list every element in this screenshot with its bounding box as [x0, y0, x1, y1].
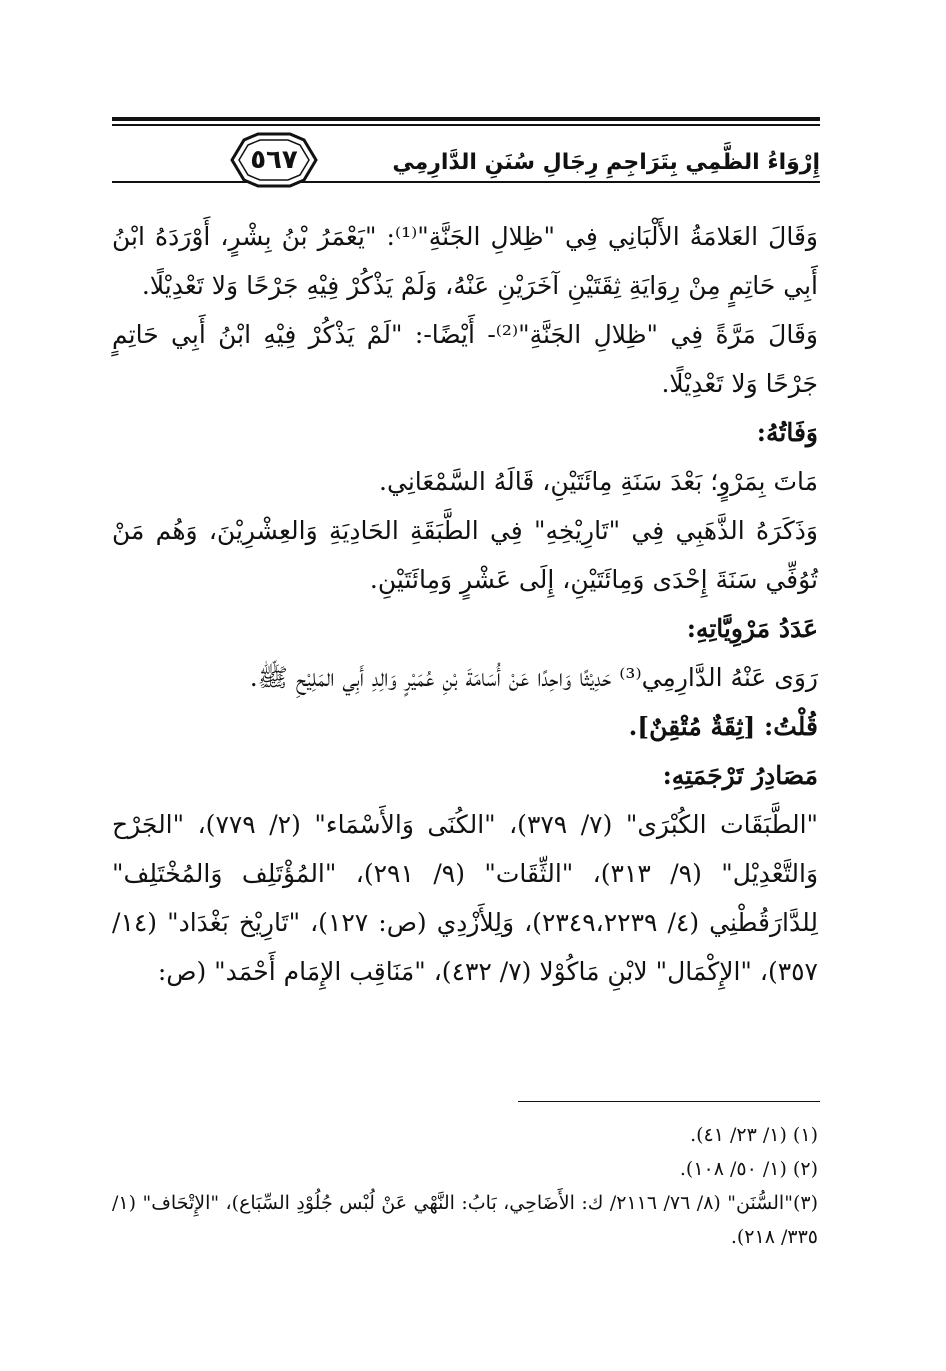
verdict-line	[112, 702, 818, 751]
footnote-divider	[518, 1101, 820, 1102]
paragraph-death-sam-ani: مَاتَ بِمَرْوٍ؛ بَعْدَ سَنَةِ مِائَتَيْنِ، قَالَهُ السَّمْعَانِي.	[379, 467, 818, 496]
running-header-title: إِرْوَاءُ الظَّمِي بِتَرَاجِمِ رِجَالِ سُنَنِ الدَّارِمِي	[392, 150, 820, 175]
paragraph-narrations: رَوَى عَنْهُ الدَّارِمِي⁽³⁾ حَدِيْثًا وَاحِدًا عَنْ أُسَامَةَ بْنِ عُمَيْرٍ وَالِدِ أَبِي المَلِيْحِ ﷺ.	[249, 663, 818, 692]
main-text	[112, 212, 818, 996]
page-number: ٥٦٧	[250, 145, 298, 175]
heading-narrations-count: عَدَدُ مَرْوِيَّاتِهِ:	[686, 614, 818, 643]
footnotes	[112, 1118, 818, 1254]
paragraph-albani-second: وَقَالَ مَرَّةً فِي "ظِلالِ الجَنَّةِ"⁽²⁾- أَيْضًا-: "لَمْ يَذْكُرْ فِيْهِ ابْنُ أَبِي حَاتِمٍ جَرْحًا وَلا تَعْدِيْلًا.	[112, 320, 818, 398]
verdict-text: [ثِقَةٌ مُتْقِنٌ].	[628, 712, 764, 741]
header-rule-thin	[112, 124, 820, 126]
header-rule-thick	[112, 117, 820, 121]
footnote-1: (١) (١/ ٢٣/ ٤١).	[690, 1124, 818, 1146]
page-number-badge	[228, 130, 320, 190]
verdict-label: قُلْتُ:	[763, 712, 818, 741]
paragraph-albani-quote: وَقَالَ العَلامَةُ الأَلْبَانِي فِي "ظِلالِ الجَنَّةِ"⁽¹⁾: "يَعْمَرُ بْنُ بِشْرٍ، أَوْرَدَهُ ابْنُ أَبِي حَاتِمٍ مِنْ رِوَايَةِ ثِقَتَيْنِ آخَرَيْنِ عَنْهُ، وَلَمْ يَذْكُرْ فِيْهِ جَرْحًا وَلا تَعْدِيْلًا.	[112, 222, 818, 300]
footnote-3: (٣)"السُّنَن" (٨/ ٧٦/ ٢١١٦/ ك: الأَضَاحِي، بَابُ: النَّهْي عَنْ لُبْس جُلُوْدِ السِّبَاع)، "الإِتْحَاف" (١/ ٣٣٥/ ٢١٨).	[112, 1192, 818, 1248]
header-rule-bottom	[112, 181, 820, 183]
footnote-2: (٢) (١/ ٥٠/ ١٠٨).	[679, 1158, 818, 1180]
paragraph-death-dhahabi: وَذَكَرَهُ الذَّهَبِي فِي "تَارِيْخِهِ" فِي الطَّبَقَةِ الحَادِيَةِ وَالعِشْرِيْنَ، وَهُم مَنْ تُوُفِّي سَنَةَ إِحْدَى وَمِائَتَيْنِ، إِلَى عَشْرٍ وَمِائَتَيْنِ.	[112, 516, 818, 594]
heading-sources: مَصَادِرُ تَرْجَمَتِهِ:	[662, 761, 818, 790]
heading-death: وَفَاتُهُ:	[756, 418, 818, 447]
paragraph-sources: "الطَّبَقَات الكُبْرَى" (٧/ ٣٧٩)، "الكُنَى وَالأَسْمَاء" (٢/ ٧٧٩)، "الجَرْح وَالتَّعْدِيْل" (٩/ ٣١٣)، "الثِّقَات" (٩/ ٢٩١)، "المُؤْتَلِف وَالمُخْتَلِف" لِلدَّارَقُطْنِي (٤/ ٢٣٤٩،٢٢٣٩)، وَلِلأَزْدِي (ص: ١٢٧)، "تَارِيْخ بَغْدَاد" (١٤/ ٣٥٧)، "الإِكْمَال" لابْنِ مَاكُوْلا (٧/ ٤٣٢)، "مَنَاقِب الإِمَام أَحْمَد" (ص:	[112, 810, 819, 986]
